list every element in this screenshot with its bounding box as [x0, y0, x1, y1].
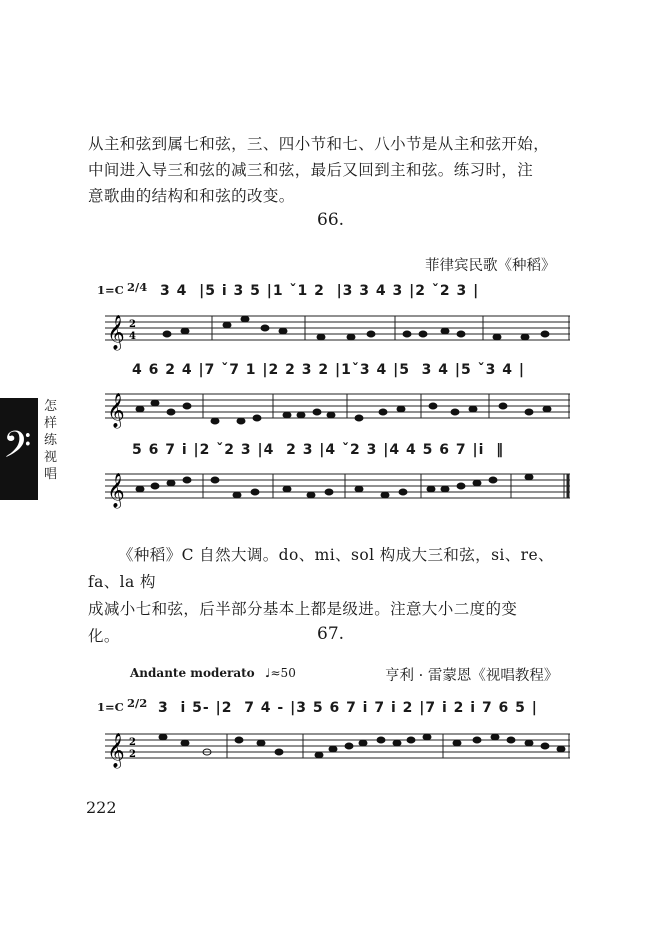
jianpu-line: 3 4 |5 i 3 5 |1 ˇ1 2 |3 3 4 3 |2 ˇ2 3 | — [160, 283, 480, 299]
exercise-66-number: 66. — [317, 210, 345, 230]
svg-text:2: 2 — [129, 319, 136, 330]
key-signature: 1=C — [97, 283, 124, 297]
svg-text:4: 4 — [129, 331, 136, 342]
paragraph-line: 成减小七和弦，后半部分基本上都是级进。注意大小二度的变 — [88, 600, 518, 618]
page-number: 222 — [86, 798, 117, 817]
treble-clef-icon: 𝄞 — [107, 473, 125, 508]
jianpu-line: 5 6 7 i |2 ˇ2 3 |4 2 3 |4 ˇ2 3 |4 4 5 6 7 |i ‖ — [132, 442, 505, 458]
time-signature: 2/4 — [127, 280, 148, 294]
treble-clef-icon: 𝄞 — [107, 315, 125, 350]
svg-text:2: 2 — [129, 737, 136, 748]
treble-clef-icon: 𝄞 — [107, 733, 125, 768]
staff-system — [105, 470, 575, 514]
intro-line: 意歌曲的结构和和弦的改变。 — [88, 187, 295, 205]
treble-clef-icon: 𝄞 — [107, 393, 125, 428]
chapter-side-tab — [0, 398, 38, 500]
side-label: 怎 样 练 视 唱 — [44, 399, 58, 482]
paragraph-line: 《种稻》C 自然大调。do、mi、sol 构成大三和弦，si、re、fa、la 构 — [88, 546, 554, 591]
paragraph-line: 化。 — [88, 627, 120, 645]
intro-line: 中间进入导三和弦的减三和弦，最后又回到主和弦。练习时，注 — [88, 161, 534, 179]
intro-line: 从主和弦到属七和弦，三、四小节和七、八小节是从主和弦开始， — [88, 135, 550, 153]
tempo-marking: Andante moderato ♩≈50 — [130, 666, 296, 680]
bass-clef-icon — [0, 398, 38, 500]
svg-text:𝄢: 𝄢 — [3, 424, 32, 475]
exercise-67-credit: 亨利 · 雷蒙恩《视唱教程》 — [385, 668, 559, 684]
staff-system — [105, 312, 575, 356]
exercise-66-credit: 菲律宾民歌《种稻》 — [425, 258, 556, 274]
time-signature: 2/2 — [127, 696, 148, 710]
staff-system — [105, 390, 575, 434]
jianpu-line: 3 i 5- |2 7 4 - |3 5 6 7 i 7 i 2 |7 i 2 i 7 6 5 | — [158, 700, 538, 716]
key-signature: 1=C — [97, 700, 124, 714]
svg-text:2: 2 — [129, 749, 136, 760]
staff-system — [105, 730, 575, 774]
jianpu-line: 4 6 2 4 |7 ˇ7 1 |2 2 3 2 |1ˇ3 4 |5 3 4 |5 ˇ3 4 | — [132, 362, 525, 378]
intro-paragraph — [88, 131, 578, 209]
exercise-67-number: 67. — [317, 624, 345, 644]
